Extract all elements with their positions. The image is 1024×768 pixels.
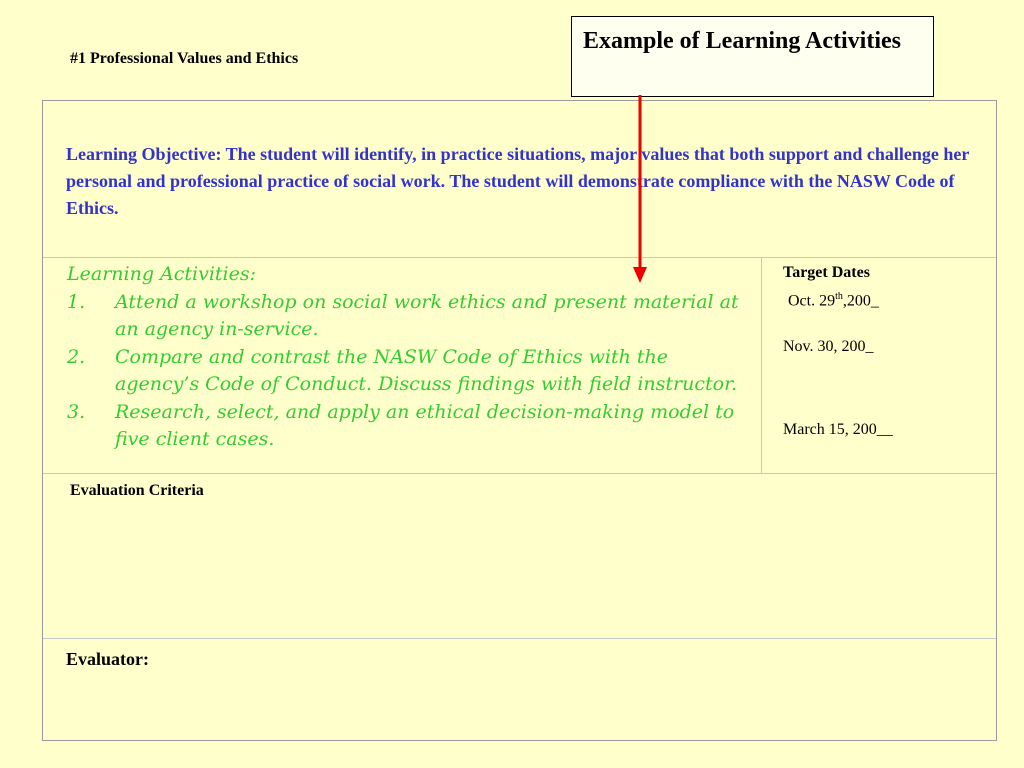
activities-list: [67, 289, 747, 454]
row-divider: [43, 473, 996, 474]
activity-item: [67, 399, 747, 454]
row-divider: [43, 257, 996, 258]
callout-box: Example of Learning Activities: [571, 16, 934, 97]
activity-text: Attend a workshop on social work ethics and present material at an agency in-service.: [115, 290, 739, 340]
activity-number: 3.: [67, 400, 86, 423]
target-date: March 15, 200__: [783, 421, 893, 438]
learning-activities: [67, 261, 747, 454]
target-date: Nov. 30, 200_: [783, 338, 874, 355]
activities-heading: Learning Activities:: [67, 263, 257, 285]
column-divider: [761, 257, 762, 473]
activity-number: 2.: [67, 345, 86, 368]
target-date: Oct. 29th,200_: [788, 291, 879, 310]
learning-plan-table: [42, 100, 997, 741]
activity-text: Research, select, and apply an ethical decision-making model to five client cases.: [115, 400, 735, 450]
evaluator-label: Evaluator:: [66, 649, 149, 669]
activity-item: [67, 289, 747, 344]
target-dates-title: Target Dates: [783, 264, 870, 281]
evaluation-criteria-label: Evaluation Criteria: [70, 482, 204, 499]
activity-text: Compare and contrast the NASW Code of Ethics with the agency’s Code of Conduct. Discuss findings with field instructor.: [115, 345, 738, 395]
activity-number: 1.: [67, 290, 86, 313]
activity-item: [67, 344, 747, 399]
learning-objective: Learning Objective: The student will identify, in practice situations, major values that both support and challenge her personal and professional practice of social work. The student will demonstrate compliance with the NASW Code of Ethics.: [66, 144, 970, 218]
row-divider: [43, 638, 996, 639]
page-title: #1 Professional Values and Ethics: [70, 50, 299, 67]
